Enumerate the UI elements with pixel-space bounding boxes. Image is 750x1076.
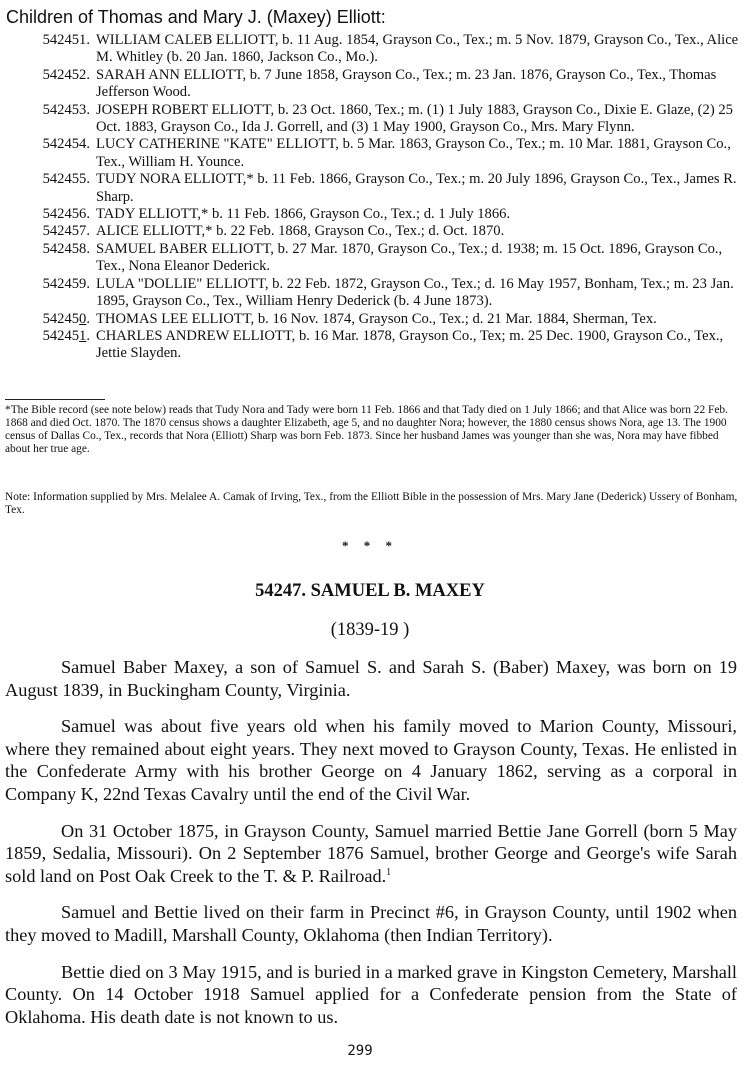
child-number: 542450. [42,310,90,327]
child-entry [0,223,744,240]
child-number: 542454. [42,136,90,153]
child-entry [0,136,744,171]
footnote-reference: 1 [386,866,392,878]
child-number: 542459. [42,275,90,292]
child-text: SARAH ANN ELLIOTT, b. 7 June 1858, Grayson Co., Tex.; m. 23 Jan. 1876, Grayson Co., Tex., Thomas Jefferson Wood. [96,66,717,101]
child-text: ALICE ELLIOTT,* b. 22 Feb. 1868, Grayson Co., Tex.; d. Oct. 1870. [96,223,505,240]
section-separator: * * * [342,538,398,553]
children-heading: Children of Thomas and Mary J. (Maxey) Elliott: [6,7,386,27]
child-text: LUCY CATHERINE "KATE" ELLIOTT, b. 5 Mar. 1863, Grayson Co., Tex.; m. 10 Mar. 1881, Grayson Co., Tex., William H. Younce. [96,136,731,170]
footnote: *The Bible record (see note below) reads that Tudy Nora and Tady were born 11 Feb. 1866 and that Tady died on 1 July 1866; and that Alice was born 22 Feb. 1868 and died Oct. 1870. The 1870 census shows a daughter Elizabeth, age 5, and no daughter Nora; however, the 1880 census shows Nora, age 13. The 1900 census of Dallas Co., Tex., records that Nora (Elliott) Sharp was born Feb. 1873. Since her husband James was younger than she was, Nora may have fibbed about her true age. [5,404,728,456]
child-entry [0,171,744,206]
child-text: JOSEPH ROBERT ELLIOTT, b. 23 Oct. 1860, Tex.; m. (1) 1 July 1883, Grayson Co., Dixie E. Glaze, (2) 25 Oct. 1883, Grayson Co., Ida J. Gorrell, and (3) 1 May 1900, Grayson Co., Mrs. Mary Flynn. [96,101,733,136]
child-number: 542451. [42,327,90,344]
source-note: Note: Information supplied by Mrs. Melalee A. Camak of Irving, Tex., from the Elliott Bible in the possession of Mrs. Mary Jane (Dederick) Ussery of Bonham, Tex. [5,491,738,517]
child-number: 542457. [42,223,90,240]
child-entry [0,102,744,137]
child-entry [0,276,744,311]
paragraph: Bettie died on 3 May 1915, and is buried in a marked grave in Kingston Cemetery, Marshall County. On 14 October 1918 Samuel applied for a Confederate pension from the State of Oklahoma. His death date is not known to us. [5,961,737,1027]
footnote-rule [5,399,105,400]
page-number: 299 [347,1043,373,1059]
child-number: 542451. [42,32,90,48]
biography-body [5,656,737,1042]
child-text: SAMUEL BABER ELLIOTT, b. 27 Mar. 1870, Grayson Co., Tex.; d. 1938; m. 15 Oct. 1896, Grayson Co., Tex., Nona Eleanor Dederick. [96,240,723,275]
paragraph-text: On 31 October 1875, in Grayson County, Samuel married Bettie Jane Gorrell (born 5 May 1859, Sedalia, Missouri). On 2 September 1876 Samuel, brother George and George's wife Sarah sold land on Post Oak Creek to the T. & P. Railroad. [5,820,737,886]
child-entry [0,328,744,363]
child-text: THOMAS LEE ELLIOTT, b. 16 Nov. 1874, Grayson Co., Tex.; d. 21 Mar. 1884, Sherman, Tex. [96,310,657,327]
children-list [0,32,744,363]
paragraph: Samuel Baber Maxey, a son of Samuel S. and Sarah S. (Baber) Maxey, was born on 19 August 1839, in Buckingham County, Virginia. [5,657,737,700]
child-number-prefix: 54245 [42,327,80,344]
child-text: CHARLES ANDREW ELLIOTT, b. 16 Mar. 1878, Grayson Co., Tex; m. 25 Dec. 1900, Grayson Co., Tex., Jettie Slayden. [96,327,724,362]
child-entry [0,241,744,276]
child-number-prefix: 54245 [42,310,80,327]
child-number-underlined-digit: 1 [79,327,87,344]
child-number: 542456. [42,206,90,223]
paragraph: Samuel was about five years old when his family moved to Marion County, Missouri, where they remained about eight years. They next moved to Grayson County, Texas. He enlisted in the Confederate Army with his brother George on 4 January 1862, serving as a corporal in Company K, 22nd Texas Cavalry until the end of the Civil War. [5,716,737,804]
child-number: 542458. [42,240,90,257]
child-number: 542453. [42,101,90,118]
child-text: TUDY NORA ELLIOTT,* b. 11 Feb. 1866, Grayson Co., Tex.; m. 20 July 1896, Grayson Co., Tex., James R. Sharp. [96,171,737,205]
child-number: 542452. [42,66,90,83]
section-dates: (1839-19 ) [330,620,410,640]
child-text: WILLIAM CALEB ELLIOTT, b. 11 Aug. 1854, Grayson Co., Tex.; m. 5 Nov. 1879, Grayson Co., Tex., Alice M. Whitley (b. 20 Jan. 1860, Jackson Co., Mo.). [96,32,739,66]
child-entry [0,67,744,102]
child-entry [0,311,744,328]
child-number-underlined-digit: 0 [79,310,87,327]
child-entry [0,206,744,223]
child-entry [0,32,744,67]
section-title: 54247. SAMUEL B. MAXEY [255,581,485,601]
child-text: TADY ELLIOTT,* b. 11 Feb. 1866, Grayson Co., Tex.; d. 1 July 1866. [96,206,511,223]
paragraph: Samuel and Bettie lived on their farm in Precinct #6, in Grayson County, until 1902 when they moved to Madill, Marshall County, Oklahoma (then Indian Territory). [5,902,737,945]
paragraph [5,820,737,888]
child-number: 542455. [42,171,90,188]
child-text: LULA "DOLLIE" ELLIOTT, b. 22 Feb. 1872, Grayson Co., Tex.; d. 16 May 1957, Bonham, Tex.; m. 23 Jan. 1895, Grayson Co., Tex., William Henry Dederick (b. 4 June 1873). [96,275,734,310]
